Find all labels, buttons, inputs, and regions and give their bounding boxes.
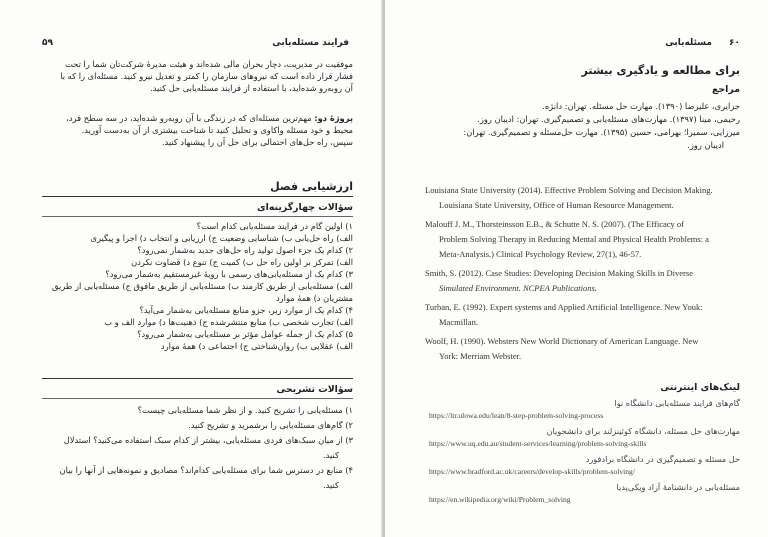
mcq-question: ۴) کدام یک از موارد زیر، جزو منابع مسئله‌یابی به‌شمار می‌آید؟ <box>139 305 353 315</box>
english-reference <box>425 266 755 296</box>
reference-line: Problem Solving Therapy in Reducing Mental and Physical Health Problems: a <box>439 234 709 244</box>
reference-line: Simulated Environment. NCPEA Publications. <box>439 283 597 293</box>
reference-line: Louisiana State University, Office of Human Resource Management. <box>439 200 674 210</box>
mcq-question: ۲) کدام یک جزء اصول تولید راه حل‌های جدید به‌شمار نمی‌رود؟ <box>137 245 353 255</box>
essay-rule <box>42 398 353 399</box>
chapter-evaluation-title: ارزشیابی فصل <box>270 180 353 193</box>
further-study-heading: برای مطالعه و یادگیری بیشتر <box>581 64 740 77</box>
persian-reference: رحیمی، مینا (۱۳۹۷). مهارت‌های مسئله‌یابی و تصمیم‌گیری. تهران: ادیبان روز. <box>477 114 740 124</box>
link-description: گام‌های فرایند مسئله‌یابی دانشگاه نوا <box>614 398 740 408</box>
section-rule <box>42 378 353 379</box>
left-running-title: فرایند مسئله‌یابی <box>272 38 349 48</box>
essay-title: سؤالات تشریحی <box>276 384 353 395</box>
essay-list <box>23 403 353 493</box>
essay-question: کنید. <box>323 480 339 490</box>
english-reference <box>425 183 755 213</box>
mcq-title: سؤالات چهارگزینه‌ای <box>257 202 353 213</box>
english-reference <box>425 300 755 330</box>
mcq-rule <box>42 216 353 217</box>
link-url[interactable]: https://www.uq.edu.au/student-services/learning/problem-solving-skills <box>429 439 647 448</box>
section-rule <box>42 196 353 197</box>
persian-reference: ادیبان روز. <box>687 140 724 150</box>
mcq-options: الف) عقلایی ب) روان‌شناختی ج) اجتماعی د) همهٔ موارد <box>160 341 353 351</box>
english-reference <box>425 217 755 262</box>
english-reference <box>425 334 755 364</box>
references-title: مراجع <box>711 84 740 95</box>
right-page-number: ۶۰ <box>729 38 740 48</box>
english-references <box>425 183 755 364</box>
persian-references <box>400 100 740 152</box>
reference-line: Turban, E. (1992). Expert systems and Applied Artificial Intelligence. New Youk: <box>425 302 703 312</box>
project-line: محیط و خود مسئله واکاوی و تحلیل کنید تا شناخت بیشتری از آن به‌دست آورید. <box>81 125 353 135</box>
mcq-question: ۳) کدام یک از مسئله‌یابی‌های رسمی با رویهٔ غیرمستقیم به‌شمار می‌رود؟ <box>105 269 353 279</box>
project-line: مهم‌ترین مسئله‌ای که در زندگی با آن روبه‌رو شده‌اید، در سه سطح فرد، <box>66 113 315 123</box>
link-description: مهارت‌های حل مسئله، دانشگاه کوئینزلند برای دانشجویان <box>546 426 740 436</box>
essay-question: ۴) منابع در دسترس شما برای مسئله‌یابی کدام‌اند؟ مصادیق و نمونه‌هایی از آنها را بیان <box>59 465 353 475</box>
mcq-options: الف) مسئله‌یابی از طریق کارمند ب) مسئله‌یابی از طریق مافوق ج) مسئله‌یابی از طریق <box>51 281 353 291</box>
left-page-number: ۵۹ <box>42 38 53 48</box>
mcq-options: الف) تجارب شخصی ب) منابع منتشرشده ج) ذهنیت‌ها د) موارد الف و ب <box>104 317 353 327</box>
project-two-paragraph <box>23 112 353 148</box>
link-url[interactable]: https://en.wikipedia.org/wiki/Problem_solving <box>429 495 571 504</box>
link-description: مسئله‌یابی در دانشنامهٔ آزاد ویکی‌پدیا <box>616 482 740 492</box>
link-description: حل مسئله و تصمیم‌گیری در دانشگاه برادفورد <box>585 454 740 464</box>
mcq-options: الف) تمرکز بر اولین راه حل ب) کمیت ج) تنوع د) قضاوت نکردن <box>131 257 353 267</box>
reference-line: Smith, S. (2012). Case Studies: Developing Decision Making Skills in Diverse <box>425 268 693 278</box>
reference-line: Malouff J. M., Thorsteinsson E.B., & Schutte N. S. (2007). (The Efficacy of <box>425 219 684 229</box>
intro-line: فشار قرار داده است که نیروهای سازمان را کمتر و تعدیل نیرو کنید. مسئله‌ای را که با <box>60 71 353 81</box>
left-page <box>0 0 383 537</box>
mcq-list <box>23 220 353 352</box>
reference-line: Meta-Analysis.) Clinical Psychology Review, 27(1), 46-57. <box>439 249 642 259</box>
essay-question: ۲) گام‌های مسئله‌یابی را برشمرید و تشریح کنید. <box>188 420 353 430</box>
reference-line: Macmillan. <box>439 317 478 327</box>
internet-links <box>425 398 740 510</box>
internet-links-title: لینک‌های اینترنتی <box>660 382 740 393</box>
reference-line: Louisiana State University (2014). Effective Problem Solving and Decision Making. <box>425 185 713 195</box>
link-url[interactable]: https://ltr.ulowa.edu/lean/8-step-problem-solving-process <box>429 411 604 420</box>
project-two-label: پروژهٔ دو: <box>314 113 353 123</box>
mcq-options: مشتریان د) همهٔ موارد <box>275 293 353 303</box>
project-line: سپس، راه حل‌های احتمالی برای حل آن را پیشنهاد کنید. <box>161 137 353 147</box>
intro-line: آن روبه‌رو شده‌اید، با استفاده از فرایند مسئله‌یابی حل کنید. <box>150 83 353 93</box>
intro-paragraph <box>23 58 353 94</box>
link-url[interactable]: https://www.bradford.ac.uk/careers/develop-skills/problem-solving/ <box>429 467 635 476</box>
mcq-question: ۱) اولین گام در فرایند مسئله‌یابی کدام است؟ <box>196 221 353 231</box>
right-running-title: مسئله‌یابی <box>665 38 712 48</box>
intro-line: موفقیت در مدیریت، دچار بحران مالی شده‌اند و هیئت مدیرهٔ شرکت‌تان شما را تحت <box>65 59 353 69</box>
mcq-options: الف) راه حل‌یابی ب) شناسایی وضعیت ج) ارزیابی و انتخاب د) اجرا و پیگیری <box>90 233 353 243</box>
mcq-question: ۵) کدام یک از جمله عوامل مؤثر بر مسئله‌یابی به‌شمار می‌رود؟ <box>137 329 353 339</box>
persian-reference: میرزایی، سمیرا؛ بهرامی، حسین (۱۳۹۵). مهارت حل‌مسئله و تصمیم‌گیری. تهران: <box>463 127 740 137</box>
essay-question: کنید. <box>323 450 339 460</box>
persian-reference: جزایری، علیرضا (۱۳۹۰). مهارت حل مسئله. تهران: دانژه. <box>542 101 740 111</box>
reference-line: York: Merriam Webster. <box>439 351 522 361</box>
reference-line: Woolf, H. (1990). Websters New World Dictionary of American Language. New <box>425 336 699 346</box>
right-page <box>385 0 768 537</box>
essay-question: ۳) از میان سبک‌های فردی مسئله‌یابی، بیشتر از کدام سبک استفاده می‌کنید؟ استدلال <box>63 435 353 445</box>
essay-question: ۱) مسئله‌یابی را تشریح کنید. و از نظر شما مسئله‌یابی چیست؟ <box>137 405 353 415</box>
